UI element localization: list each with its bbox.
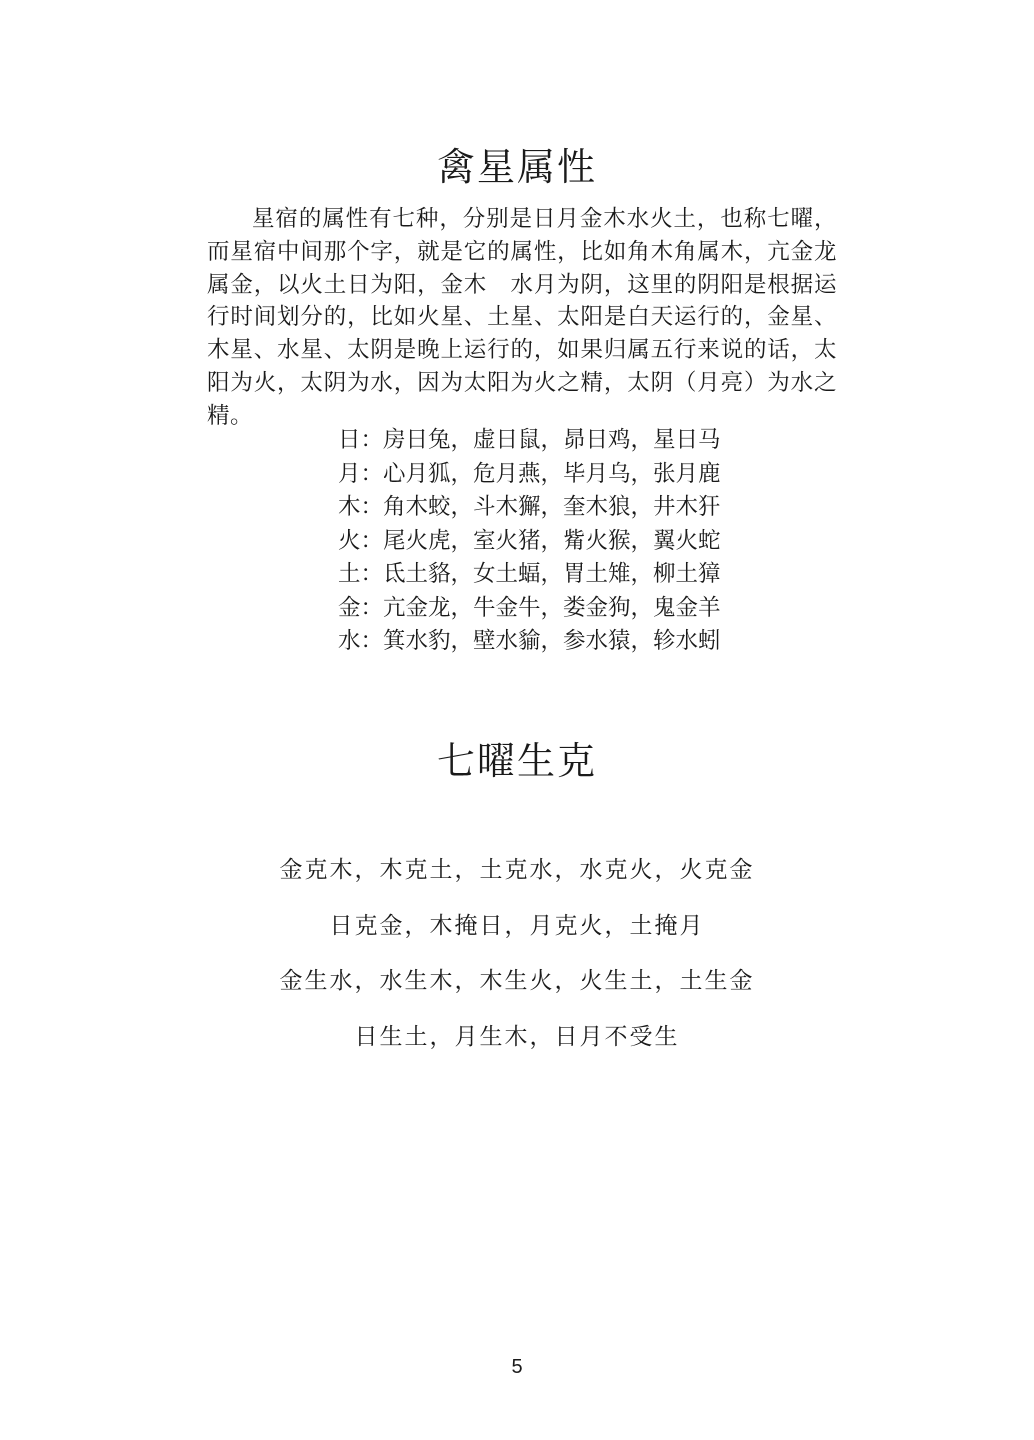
list-item-water: 水：箕水豹，壁水貐，参水猿，轸水蚓	[338, 628, 721, 654]
page-number: 5	[511, 1356, 523, 1378]
list-item-fire: 火：尾火虎，室火猪，觜火猴，翼火蛇	[338, 527, 721, 554]
intro-paragraph: 星宿的属性有七种，分别是日月金木水火土，也称七曜，而星宿中间那个字，就是它的属性，比如角木角属木，亢金龙属金，以火土日为阳，金木 水月为阴，这里的阴阳是根据运行时间划分的，比如火星、土星、太阳是白天运行的，金星、木星、水星、太阴是晚上运行的，如果归属五行来说的话，太阳为火，太阴为水，因为太阳为火之精，太阴（月亮）为水之精。	[207, 206, 837, 429]
section-title-seven-luminaries: 七曜生克	[436, 739, 597, 783]
relation-line: 金克木，木克土，土克水，水克火，火克金	[279, 857, 755, 883]
relation-line: 日生土，月生木，日月不受生	[354, 1023, 680, 1050]
list-item-sun: 日：房日兔，虚日鼠，昴日鸡，星日马	[338, 427, 721, 453]
relations-list	[0, 850, 1034, 1072]
list-item-earth: 土：氐土貉，女土蝠，胃土雉，柳土獐	[338, 561, 721, 587]
relation-line: 金生水，水生木，木生火，火生土，土生金	[279, 968, 755, 994]
list-item-wood: 木：角木蛟，斗木獬，奎木狼，井木犴	[338, 494, 721, 520]
list-item-moon: 月：心月狐，危月燕，毕月乌，张月鹿	[338, 460, 721, 487]
section-title-star-attributes: 禽星属性	[436, 145, 597, 189]
relation-line: 日克金，木掩日，月克火，土掩月	[329, 912, 705, 939]
list-item-metal: 金：亢金龙，牛金牛，娄金狗，鬼金羊	[338, 594, 721, 621]
star-attribute-list	[338, 424, 798, 659]
